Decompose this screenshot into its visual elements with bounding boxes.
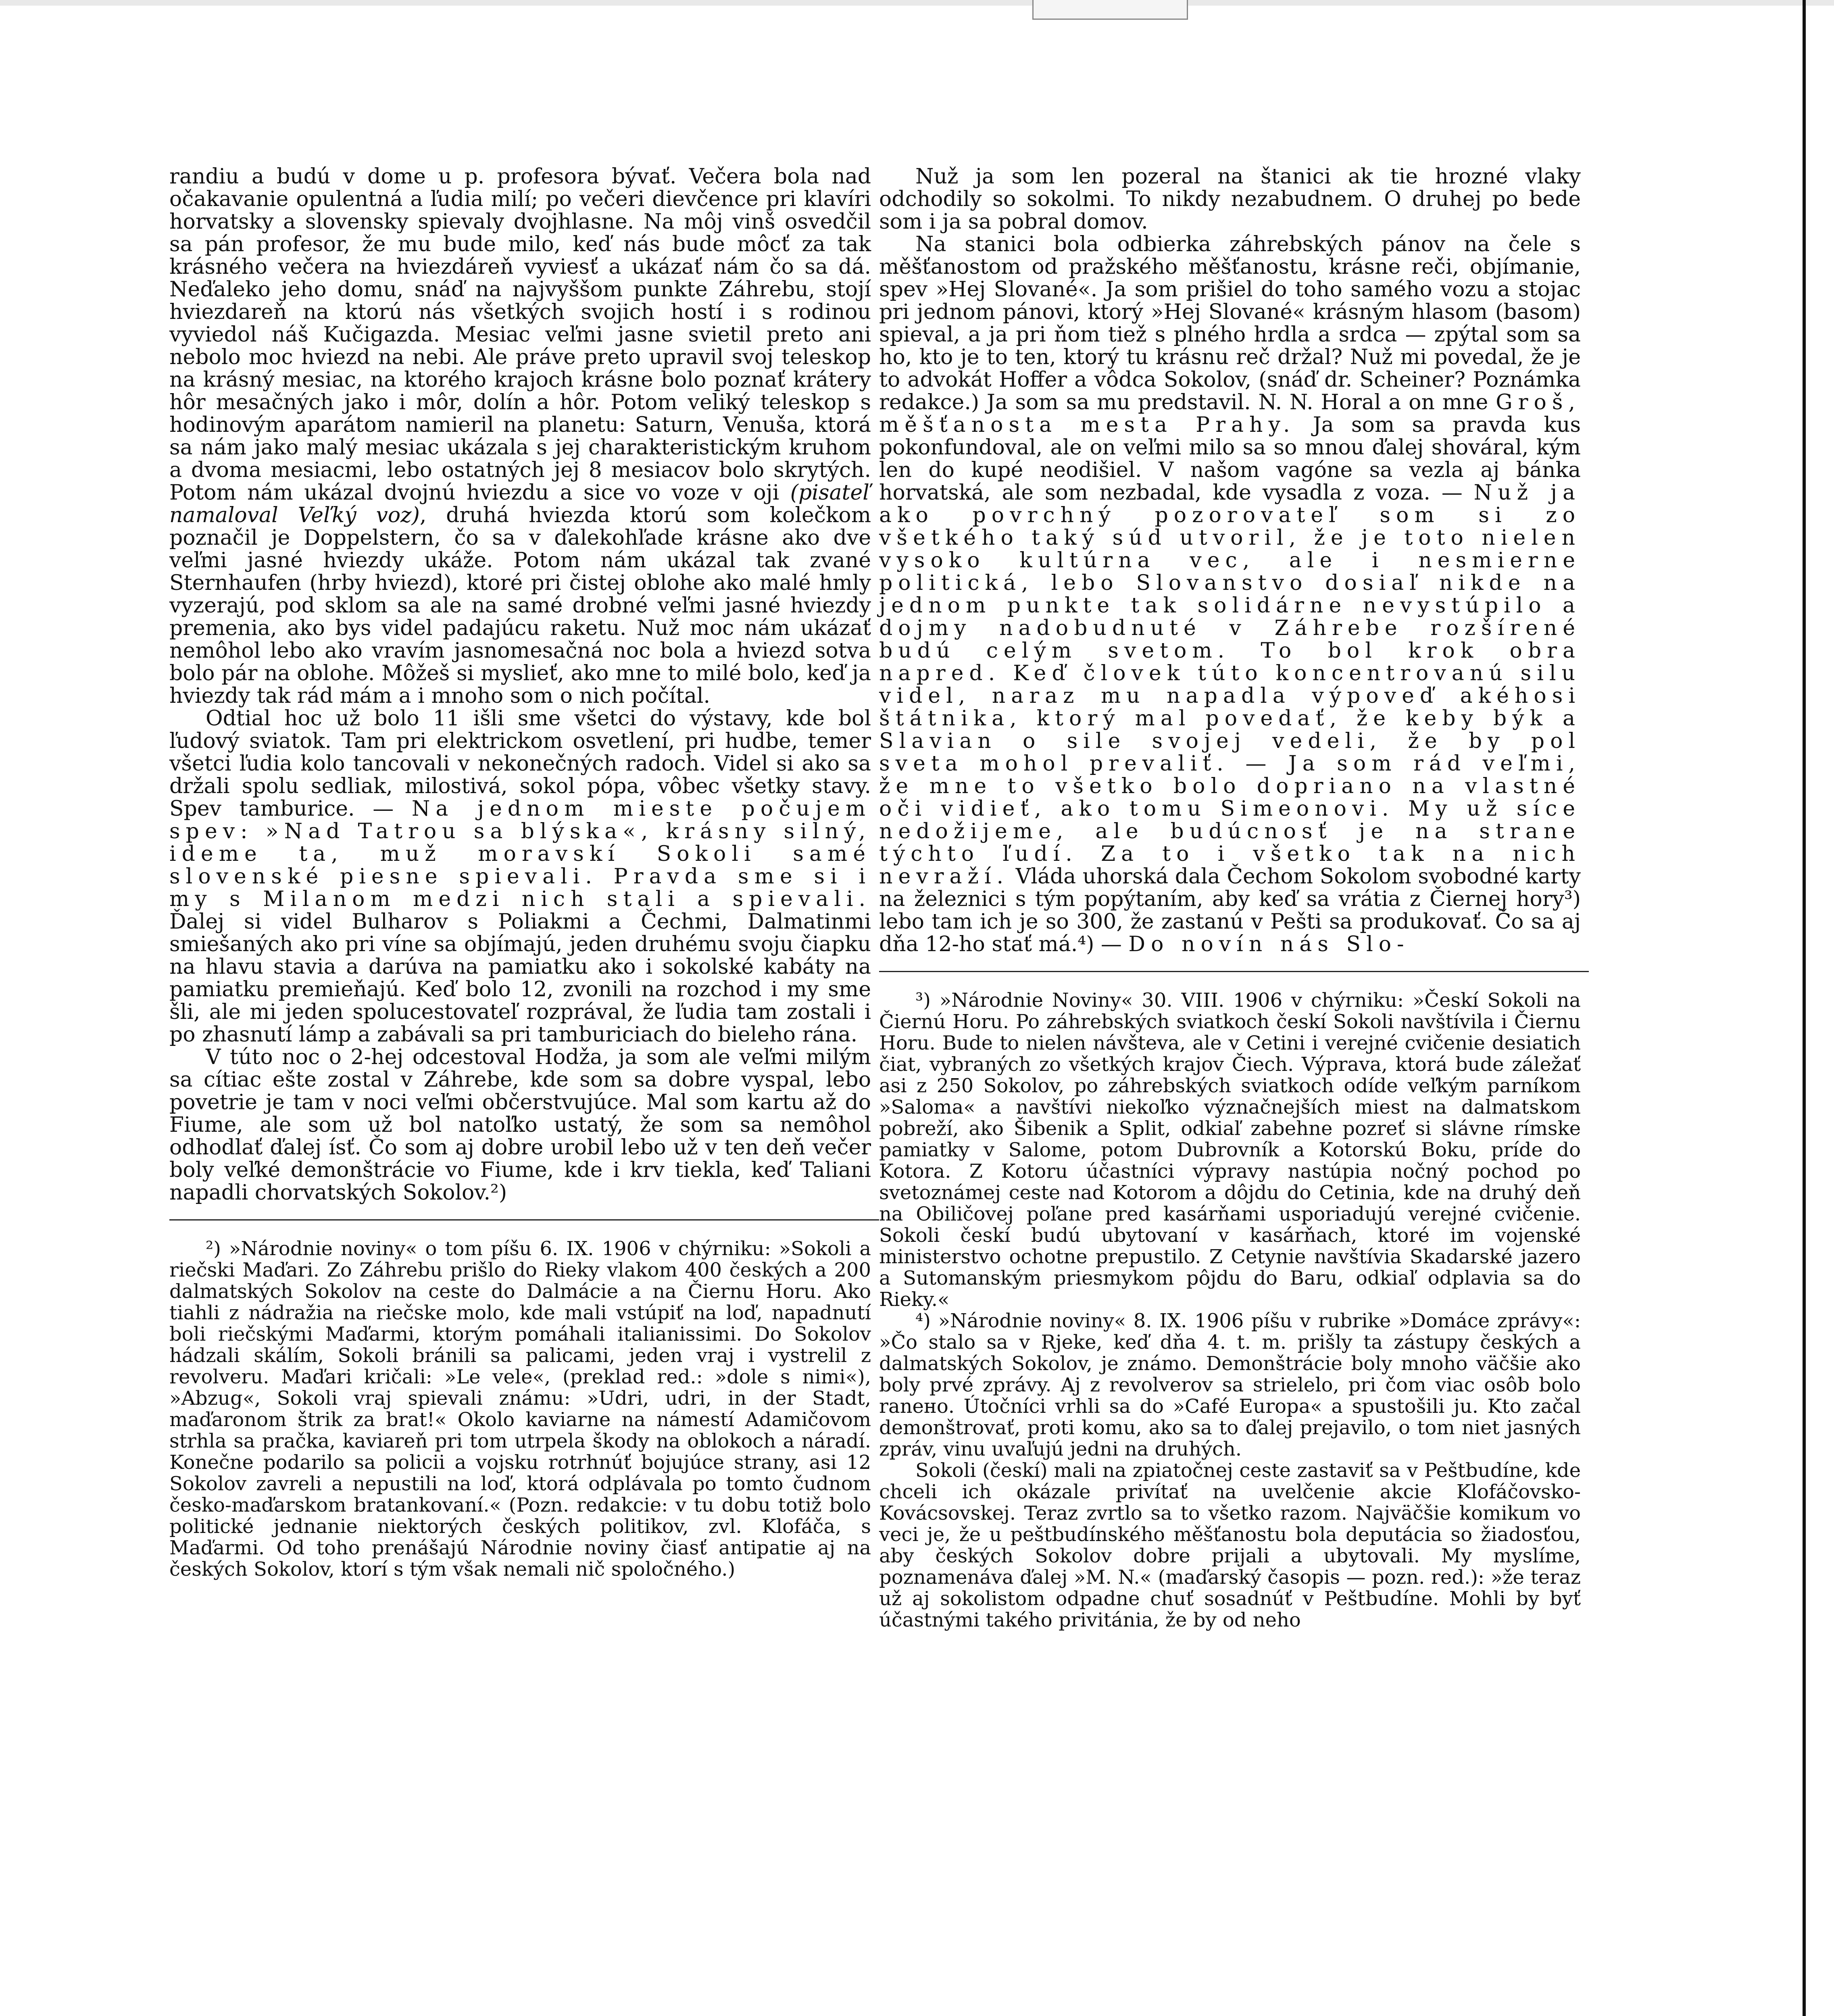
left-p1-text: randiu a budú v dome u p. profesora bývať. Večera bola nad očakavanie opulentná a ľudia milí; po večeri dievčence pri klavíri horvatsky a slovensky spievaly dvojhlasne. Na môj vinš osvedčil sa pán profesor, že mu bude milo, keď nás bude môcť za tak krásného večera na hviezdáreň vyviesť a ukázať nám čo sa dá. Neďaleko jeho domu, snáď na najvyššom punkte Záhrebu, stojí hviezdareň na ktorú nás všetkých svojich hostí i s rodinou vyviedol náš Kučigazda. Mesiac veľmi jasne svietil preto ani nebolo moc hviezd na nebi. Ale práve preto upravil svoj teleskop na krásný mesiac, na ktorého krajoch krásne bolo poznať krátery hôr mesačných jako i môr, dolín a hôr. Potom veliký teleskop s hodinovým aparátom namieril na planetu: Saturn, Venuša, ktorá sa nám jako malý mesiac ukázala s jej charakteristickým kruhom a dvoma mesiacmi, lebo ostatných jej 8 mesiacov bolo skrytých. Potom nám ukázal dvojnú hviezdu a sice vo voze v oji xyxy=(169,165,871,505)
right-p2-mid: Ja som sa pravda kus pokonfundoval, ale on veľmi milo sa so mnou ďalej shováral, kým len do kupé neodišiel. V našom vagóne sa vezla aj bánka horvatská, ale som nezbadal, kde vysadla z voza. — xyxy=(879,413,1581,505)
scan-top-edge xyxy=(0,0,1834,6)
left-p1-rest: , druhá hviezda ktorú som kolečkom poznačil je Doppelstern, čo sa v ďalekohľade krásne ako dve veľmi jasné hviezdy ukáže. Potom nám ukázal tak zvané Sternhaufen (hrby hviezd), ktoré pri čistej oblohe ako malé hmly vyzerajú, pod sklom sa ale na samé drobné veľmi jasné hviezdy premenia, ako bys videl padajúcu raketu. Nuž moc nám ukázať nemôhol lebo ako vravím jasnomesačná noc bola a hviezd sotva bolo pár na oblohe. Môžeš si myslieť, ako mne to milé bolo, keď ja hviezdy tak rád mám a i mnoho som o nich počítal. xyxy=(169,503,871,708)
footnote-2: ²) »Národnie noviny« o tom píšu 6. IX. 1906 v chýrniku: »Sokoli a riečski Maďari. Zo Záhrebu prišlo do Rieky vlakom 400 českých a 200 dalmatských Sokolov na ceste do Dalmácie a na Čiernu Horu. Ako tiahli z nádražia na riečske molo, kde mali vstúpiť na loď, napadnutí boli riečskými Maďarmi, ktorým pomáhali italianissimi. Do Sokolov hádzali skálím, Sokoli bránili sa palicami, jeden vraj i vystrelil z revolveru. Maďari kričali: »Le vele«, (preklad red.: »dole s nimi«), »Abzug«, Sokoli vraj spievali známu: »Udri, udri, in der Stadt, maďaronom štrik za brat!« Okolo kaviarne na námestí Adamičovom strhla sa pračka, kaviareň pri tom utrpela škody na oblokoch a náradí. Konečne podarilo sa policii a vojsku rotrhnúť bojujúce strany, asi 12 Sokolov zavreli a nepustili na loď, ktorá odplávala po tomto čudnom česko-maďarskom bratankovaní.« (Pozn. redakcie: v tu dobu totiž bolo politické jednanie niektorých českých politikov, zvl. Klofáča, s Maďarmi. Od toho prenášajú Národnie noviny čiasť antipatie aj na českých Sokolov, ktorí s tým však nemali nič spoločného.) xyxy=(169,1237,871,1581)
footnote-3: ³) »Národnie Noviny« 30. VIII. 1906 v chýrniku: »Českí Sokoli na Čiernú Horu. Po záhrebských sviatkoch českí Sokoli navštívila i Čiernu Horu. Bude to nielen návšteva, ale v Cetini i verejné cvičenie desiatich čiat, vybraných zo všetkých krajov Čiech. Výprava, ktorá bude záležať asi z 250 Sokolov, po záhrebských sviatkoch odíde veľkým parníkom »Saloma« a navštívi niekoľko význačnejších miest na dalmatskom pobreží, ako Šibenik a Split, odkiaľ zabehne pozreť si slávne rímske pamiatky v Salome, potom Dubrovník a Kotorskú Boku, príde do Kotora. Z Kotoru účastníci výpravy nastúpia nočný pochod po svetoznámej ceste nad Kotorom a dôjdu do Cetinia, kde na druhý deň na Obiličovej poľane pred kasárňami usporiadujú verejné cvičenie. Sokoli českí budú ubytovaní v kasárňach, ktoré im vojenské ministerstvo ochotne prepustilo. Z Cetynie navštívia Skadarské jazero a Sutomanským priesmykom pôjdu do Baru, odkiaľ odplavia sa do Rieky.« xyxy=(879,989,1581,1311)
right-p2-spaced-a: Groš, měšťanosta mesta Prahy. xyxy=(879,390,1581,437)
footnote-divider-right xyxy=(879,971,1589,972)
left-p1-italic: (pisateľ namaloval Veľký voz) xyxy=(169,481,871,527)
left-p2-rest: Ďalej si videl Bulharov s Poliakmi a Čechmi, Dalmatinmi smiešaných ako pri víne sa objímajú, jeden druhému svoju čiapku na hlavu stavia a darúva na pamiatku ako i sokolské kabáty na pamiatku premieňajú. Keď bolo 12, zvonili na rozchod i my sme šli, ale mi jeden spolucestovateľ rozprával, že ľudia tam zostali i po zhasnutí lámp a zabávali sa pri tamburiciach do bieleho rána. xyxy=(169,910,871,1047)
left-p2-text: Odtial hoc už bolo 11 išli sme všetci do výstavy, kde bol ľudový sviatok. Tam pri elektrickom osvetlení, pri hudbe, temer všetci ľudia kolo tancovali v nekonečných radoch. Videl si ako sa držali spolu sedliak, milostivá, sokol pópa, vôbec všetky stavy. Spev tamburice. — xyxy=(169,706,871,821)
right-column xyxy=(879,165,1581,1631)
left-paragraph-2 xyxy=(169,707,871,1046)
left-p2-spaced: Na jednom mieste počujem spev: »Nad Tatrou sa blýska«, krásny silný, ideme ta, muž moravskí Sokoli samé slovenské piesne spievali. Pravda sme si i my s Milanom medzi nich stali a spievali. xyxy=(169,797,871,911)
footnote-divider-left xyxy=(169,1219,879,1220)
footnote-4-continued: Sokoli (českí) mali na zpiatočnej ceste zastaviť sa v Peštbudíne, kde chceli ich okázale privítať na uvelčenie akcie Klofáčovsko-Kovácsovskej. Teraz zvrtlo sa to všetko razom. Najväčšie komikum vo veci je, že u peštbudínského měšťanostu bola deputácia so žiadosťou, aby českých Sokolov dobre prijali a ubytovali. My myslíme, poznamenáva ďalej »M. N.« (maďarský časopis — pozn. red.): »že teraz už aj sokolistom odpadne chuť sosadnúť v Peštbudíne. Mohli by byť účastnými takého privitánia, že by od neho xyxy=(879,1459,1581,1631)
footnote-4: ⁴) »Národnie noviny« 8. IX. 1906 píšu v rubrike »Domáce zprávy«: »Čo stalo sa v Rjeke, keď dňa 4. t. m. prišly ta zástupy českých a dalmatských Sokolov, je známo. Demonštrácie boly mnoho väčšie ako boly prvé zprávy. Aj z revolverov sa strielelo, pri čom viac osôb bolo ranено. Útočníci vrhli sa do »Café Europa« a spustošili ju. Kto začal demonštrovať, proti komu, ako sa to ďalej prejavilo, o tom niet jasných zpráv, vinu uvaľujú jedni na druhých. xyxy=(879,1310,1581,1460)
right-paragraph-2 xyxy=(879,233,1581,956)
left-column xyxy=(169,165,871,1580)
right-p2-rest: Vláda uhorská dala Čechom Sokolom svobodné karty na železnici s tým popýtaním, aby keď sa vrátia z Čiernej hory³) lebo tam ich je so 300, že zastanú v Pešti sa produkovať. Čo sa aj dňa 12-ho stať má.⁴) — xyxy=(879,864,1581,956)
scan-right-edge xyxy=(1803,0,1806,2016)
right-p2-tail: Do novín nás Slo- xyxy=(1128,932,1410,956)
right-p2-text: Na stanici bola odbierka záhrebských pánov na čele s měšťanostom od pražského měšťanostu, krásne reči, objímanie, spev »Hej Slované«. Ja som prišiel do toho samého vozu a stojac pri jednom pánovi, ktorý »Hej Slované« krásným hlasom (basom) spieval, a ja pri ňom tiež s plného hrdla a srdca — zpýtal som sa ho, kto je to ten, ktorý tu krásnu reč držal? Nuž mi povedal, že je to advokát Hoffer a vôdca Sokolov, (snáď dr. Scheiner? Poznámka redakce.) Ja som sa mu predstavil. N. N. Horal a on mne xyxy=(879,232,1581,414)
right-p2-spaced-b: Nuž ja ako povrchný pozorovateľ som si zo všetkého taký súd utvoril, že je toto nielen vysoko kultúrna vec, ale i nesmierne politická, lebo Slovanstvo dosiaľ nikde na jednom punkte tak solidárne nevystúpilo a dojmy nadobudnuté v Záhrebe rozšírené budú celým svetom. To bol krok obra napred. Keď človek túto koncentrovanú silu videl, naraz mu napadla výpoveď akéhosi štátnika, ktorý mal povedať, že keby býk a Slavian o sile svojej vedeli, že by pol sveta mohol prevaliť. — Ja som rád veľmi, že mne to všetko bolo dopriano na vlastné oči vidieť, ako tomu Simeonovi. My už síce nedožijeme, ale budúcnosť je na strane týchto ľudí. Za to i všetko tak na nich nevraží. xyxy=(879,481,1581,889)
right-paragraph-1: Nuž ja som len pozeral na štanici ak tie hrozné vlaky odchodily so sokolmi. To nikdy nezabudnem. O druhej po bede som i ja sa pobral domov. xyxy=(879,165,1581,234)
left-paragraph-3: V túto noc o 2-hej odcestoval Hodža, ja som ale veľmi milým sa cítiac ešte zostal v Záhrebe, kde som sa dobre vyspal, lebo povetrie je tam v noci veľmi občerstvujúce. Mal som kartu až do Fiume, ale som už bol natoľko ustatý, že som sa nemôhol odhodlať ďalej ísť. Čo som aj dobre urobil lebo už v ten deň večer boly veľké demonštrácie vo Fiume, kde i krv tiekla, keď Taliani napadli chorvatských Sokolov.²) xyxy=(169,1045,871,1205)
scan-tape-mark xyxy=(1032,0,1188,20)
left-paragraph-1 xyxy=(169,165,871,707)
